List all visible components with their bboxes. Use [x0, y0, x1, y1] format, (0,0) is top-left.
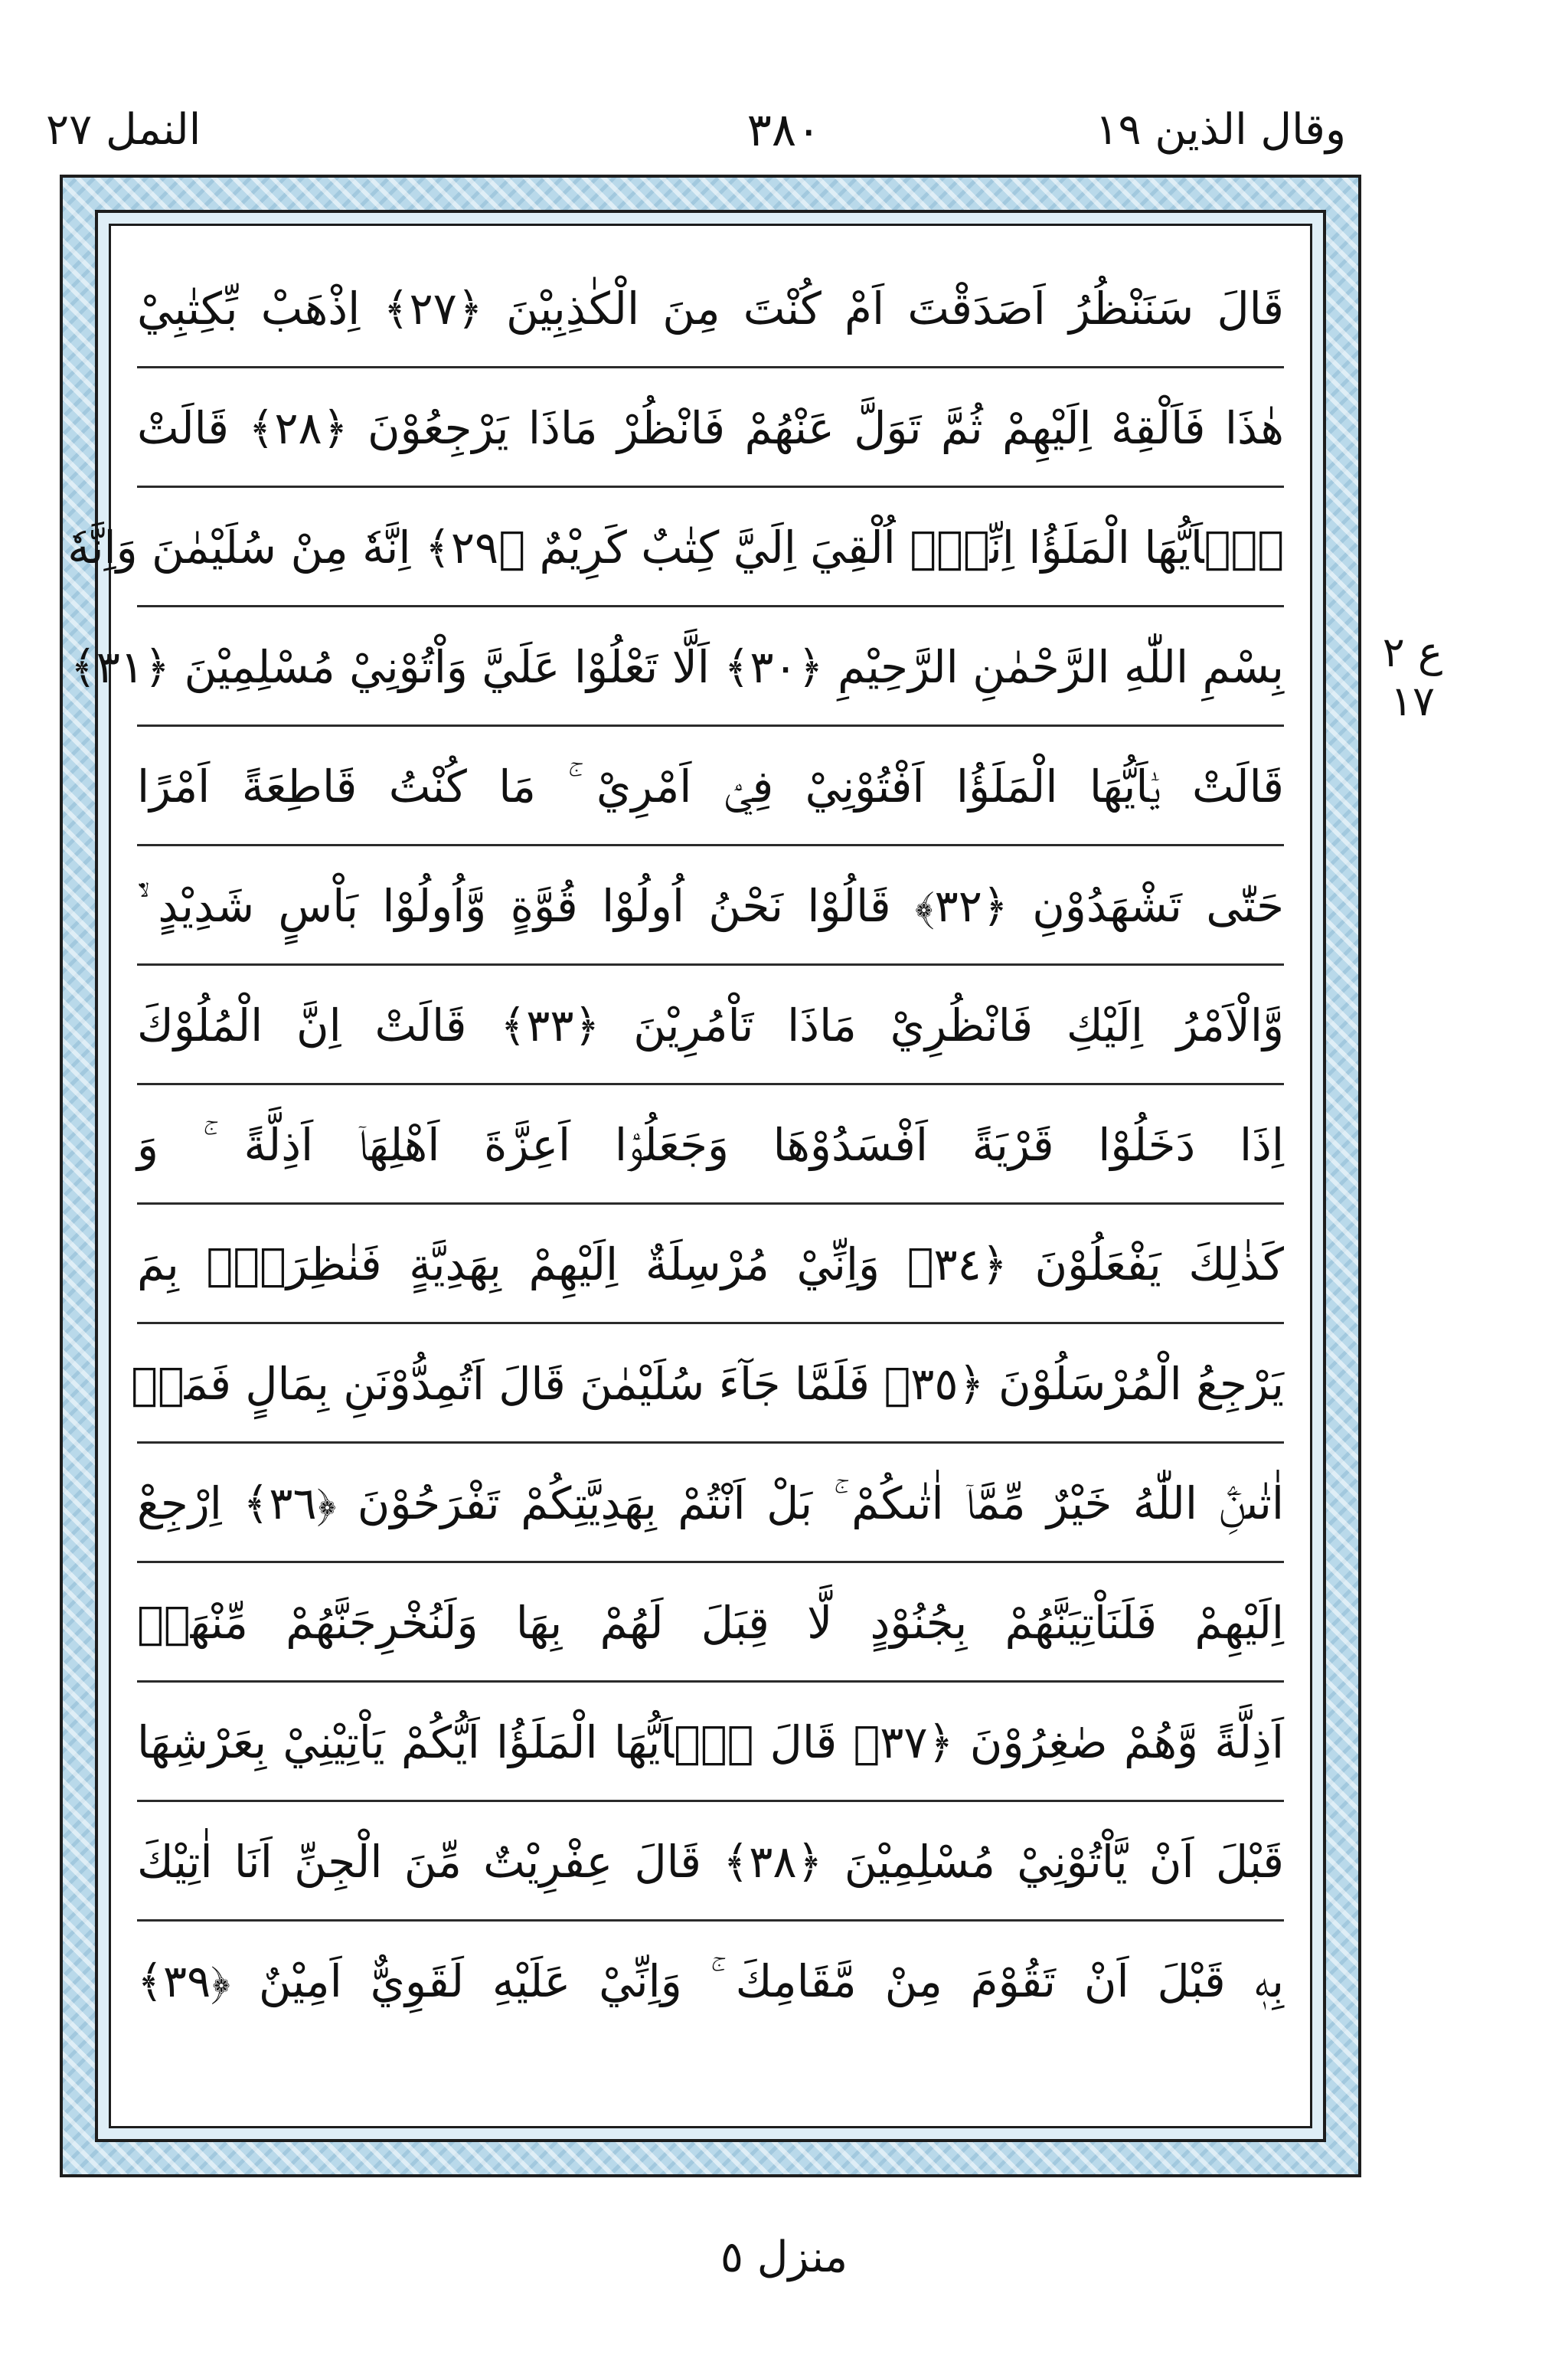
- verse-line: هٰذَا فَاَلْقِهْ اِلَيْهِمْ ثُمَّ تَوَلَّ عَنْهُمْ فَانْظُرْ مَاذَا يَرْجِعُوْنَ ﴿٢٨﴾ قَالَتْ: [137, 368, 1284, 488]
- verse-line: اِلَيْهِمْ فَلَنَاْتِيَنَّهُمْ بِجُنُوْدٍ لَّا قِبَلَ لَهُمْ بِهَا وَلَنُخْرِجَنَّهُمْ مِّنْهَاۤ: [137, 1563, 1284, 1683]
- verse-line: حَتّٰى تَشْهَدُوْنِ ﴿٣٢﴾ قَالُوْا نَحْنُ اُولُوْا قُوَّةٍ وَّاُولُوْا بَاْسٍ شَدِيْدٍ ۙ۬: [137, 846, 1284, 966]
- ruku-marker: ع ٢ ١٧: [1382, 628, 1443, 725]
- header-surah-name: النمل ٢٧: [46, 105, 201, 155]
- page-number: ٣٨٠: [746, 103, 822, 157]
- verse-line: اَذِلَّةً وَّهُمْ صٰغِرُوْنَ ﴿٣٧﴾ قَالَ يٰۤاَيُّهَا الْمَلَؤُا اَيُّكُمْ يَاْتِيْنِيْ بِعَرْشِهَا: [137, 1683, 1284, 1802]
- verse-line: بِهٖ قَبْلَ اَنْ تَقُوْمَ مِنْ مَّقَامِكَ ۚ وَاِنِّيْ عَلَيْهِ لَقَوِيٌّ اَمِيْنٌ ﴿٣٩﴾: [137, 1955, 1284, 2007]
- verse-line: قَبْلَ اَنْ يَّاْتُوْنِيْ مُسْلِمِيْنَ ﴿٣٨﴾ قَالَ عِفْرِيْتٌ مِّنَ الْجِنِّ اَنَا اٰتِيْكَ: [137, 1802, 1284, 1922]
- verse-line: بِسْمِ اللّٰهِ الرَّحْمٰنِ الرَّحِيْمِ ﴿٣٠﴾ اَلَّا تَعْلُوْا عَلَيَّ وَاْتُوْنِيْ مُسْلِمِيْنَ ﴿٣١﴾: [137, 607, 1284, 727]
- verse-line: كَذٰلِكَ يَفْعَلُوْنَ ﴿٣٤﴾ وَاِنِّيْ مُرْسِلَةٌ اِلَيْهِمْ بِهَدِيَّةٍ فَنٰظِرَةٌۢ بِمَ: [137, 1205, 1284, 1324]
- decorative-border: [60, 175, 1361, 2177]
- verse-line: اِذَا دَخَلُوْا قَرْيَةً اَفْسَدُوْهَا وَجَعَلُوْۤا اَعِزَّةَ اَهْلِهَاۤ اَذِلَّةً ۚ وَ: [137, 1085, 1284, 1205]
- verse-line: اٰتٰىنَِۧ اللّٰهُ خَيْرٌ مِّمَّاۤ اٰتٰىكُمْ ۚ بَلْ اَنْتُمْ بِهَدِيَّتِكُمْ تَفْرَحُوْنَ ﴿٣٦﴾ اِرْجِعْ: [137, 1444, 1284, 1563]
- verse-line: قَالَتْ يٰۤاَيُّهَا الْمَلَؤُا اَفْتُوْنِيْ فِيْۤ اَمْرِيْ ۚ مَا كُنْتُ قَاطِعَةً اَمْرًا: [137, 727, 1284, 846]
- verse-line: يَرْجِعُ الْمُرْسَلُوْنَ ﴿٣٥﴾ فَلَمَّا جَآءَ سُلَيْمٰنَ قَالَ اَتُمِدُّوْنَنِ بِمَالٍ فَمَاۤ: [137, 1324, 1284, 1444]
- verse-line: يٰۤاَيُّهَا الْمَلَؤُا اِنِّيْۤ اُلْقِيَ اِلَيَّ كِتٰبٌ كَرِيْمٌ ﴿٢٩﴾ اِنَّهٗ مِنْ سُلَيْمٰنَ وَاِنَّهٗ: [137, 488, 1284, 607]
- inner-border: [67, 210, 1326, 2142]
- header-juz-name: وقال الذين ١٩: [1095, 105, 1346, 155]
- verse-line: وَّالْاَمْرُ اِلَيْكِ فَانْظُرِيْ مَاذَا تَاْمُرِيْنَ ﴿٣٣﴾ قَالَتْ اِنَّ الْمُلُوْكَ: [137, 966, 1284, 1085]
- manzil-footer: منزل ٥: [720, 2232, 848, 2282]
- verse-line: قَالَ سَنَنْظُرُ اَصَدَقْتَ اَمْ كُنْتَ مِنَ الْكٰذِبِيْنَ ﴿٢٧﴾ اِذْهَبْ بِّكِتٰبِيْ: [137, 249, 1284, 368]
- text-page: [67, 224, 1312, 2128]
